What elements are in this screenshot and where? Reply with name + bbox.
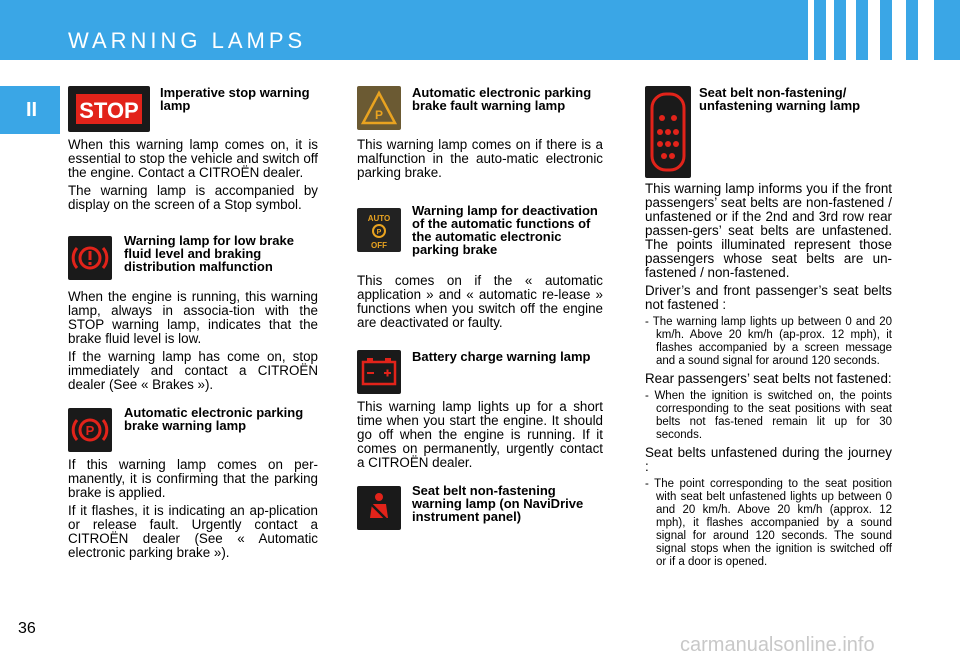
svg-text:P: P <box>85 423 95 438</box>
brake-warning-icon <box>68 236 112 280</box>
column-1 <box>68 86 318 564</box>
seatbelt-paragraph: Seat belts unfastened during the journey : <box>645 445 892 474</box>
parking-brake-icon <box>68 408 112 452</box>
stop-lamp-icon <box>68 86 150 132</box>
epb-fault-section <box>357 86 603 138</box>
seatbelt-icon <box>357 486 401 530</box>
brake-fluid-section <box>68 234 318 290</box>
header-band <box>0 0 960 60</box>
page-number: 36 <box>18 620 36 637</box>
off-icon-text: OFF <box>371 241 387 250</box>
stop-heading: Imperative stop warning lamp <box>160 85 310 113</box>
battery-heading: Battery charge warning lamp <box>412 349 591 364</box>
chapter-tab-label: II <box>26 99 38 121</box>
svg-text:P: P <box>374 108 384 122</box>
seatbelt-diagram-icon <box>645 86 691 178</box>
deactivation-section <box>357 204 603 274</box>
auto-icon-text: AUTO <box>367 214 391 223</box>
epb-lamp-heading: Automatic electronic parking brake warning lamp <box>124 405 304 433</box>
seatbelt-bullet: - When the ignition is switched on, the points corresponding to the seat positions with seat belts not fas-tened remain lit up for 30 seconds. <box>645 390 892 441</box>
stop-icon-text: STOP <box>79 98 139 123</box>
seatbelt-paragraph: Rear passengers’ seat belts not fastened: <box>645 371 892 386</box>
chapter-tab <box>0 86 60 134</box>
deactivation-paragraph: This comes on if the « automatic application » and « automatic re-lease » functions when you switch off the engine are deactivated or faulty. <box>357 273 603 330</box>
seatbelt-heading: Seat belt non-fastening/ unfastening warning lamp <box>699 85 861 113</box>
seatbelt-section <box>645 86 892 182</box>
battery-icon <box>357 350 401 394</box>
epb-fault-heading: Automatic electronic parking brake fault warning lamp <box>412 85 592 113</box>
stop-paragraph: The warning lamp is accompanied by display on the screen of a Stop symbol. <box>68 183 318 212</box>
brake-fluid-heading: Warning lamp for low brake fluid level and braking distribution malfunction <box>124 233 294 274</box>
seatbelt-navi-section <box>357 484 603 540</box>
watermark: carmanualsonline.info <box>680 634 875 656</box>
epb-lamp-paragraph: If this warning lamp comes on per-manently, it is confirming that the parking brake is applied. <box>68 457 318 500</box>
epb-fault-paragraph: This warning lamp comes on if there is a malfunction in the auto-matic electronic parking brake. <box>357 137 603 180</box>
header-stripe <box>918 0 934 60</box>
seatbelt-paragraph: This warning lamp informs you if the front passengers’ seat belts are non-fastened / unfastened or if the 2nd and 3rd row rear passen-gers’ seat belts are unfastened. The points illuminated represent those passengers whose seat belts are un-fastened / non-fastened. <box>645 181 892 280</box>
epb-lamp-paragraph: If it flashes, it is indicating an ap-plication or release fault. Urgently contact a CITROËN dealer (See « Automatic electronic parking brake »). <box>68 503 318 560</box>
stop-paragraph: When this warning lamp comes on, it is essential to stop the vehicle and switch off the engine. Contact a CITROËN dealer. <box>68 137 318 180</box>
deactivation-heading: Warning lamp for deactivation of the automatic functions of the automatic electronic parking brake <box>412 203 598 257</box>
header-stripe <box>826 0 834 60</box>
seatbelt-paragraph: Driver’s and front passenger’s seat belts not fastened : <box>645 283 892 312</box>
column-2 <box>357 86 603 540</box>
parking-brake-fault-icon <box>357 86 401 130</box>
seatbelt-navi-heading: Seat belt non-fastening warning lamp (on NaviDrive instrument panel) <box>412 483 584 524</box>
brake-fluid-paragraph: When the engine is running, this warning lamp, always in associa-tion with the STOP warning lamp, indicates that the brake fluid level is low. <box>68 289 318 346</box>
seatbelt-bullet: - The point corresponding to the seat position with seat belt unfastened lights up between 0 and 20 km/h. Above 20 km/h (approx. 12 mph), it flashes accompanied by a sound signal for around 120 seconds. The sound signal stops when the ignition is switched off or if a door is opened. <box>645 478 892 568</box>
page-title: WARNING LAMPS <box>68 28 307 53</box>
auto-off-icon <box>357 208 401 252</box>
epb-lamp-section <box>68 406 318 458</box>
header-stripe <box>846 0 856 60</box>
brake-fluid-paragraph: If the warning lamp has come on, stop immediately and contact a CITROËN dealer (See « Brakes »). <box>68 349 318 392</box>
stop-section <box>68 86 318 138</box>
seatbelt-bullet: - The warning lamp lights up between 0 and 20 km/h. Above 20 km/h (ap-prox. 12 mph), it flashes accompanied by a screen message and a sound signal for around 120 seconds. <box>645 316 892 367</box>
column-3 <box>645 86 892 573</box>
svg-text:P: P <box>376 229 382 236</box>
battery-paragraph: This warning lamp lights up for a short time when you start the engine. It should go off when the engine is running. If it comes on permanently, urgently contact a CITROËN dealer. <box>357 399 603 470</box>
header-stripe <box>868 0 880 60</box>
header-stripe <box>808 0 814 60</box>
battery-section <box>357 350 603 400</box>
header-stripe <box>892 0 906 60</box>
